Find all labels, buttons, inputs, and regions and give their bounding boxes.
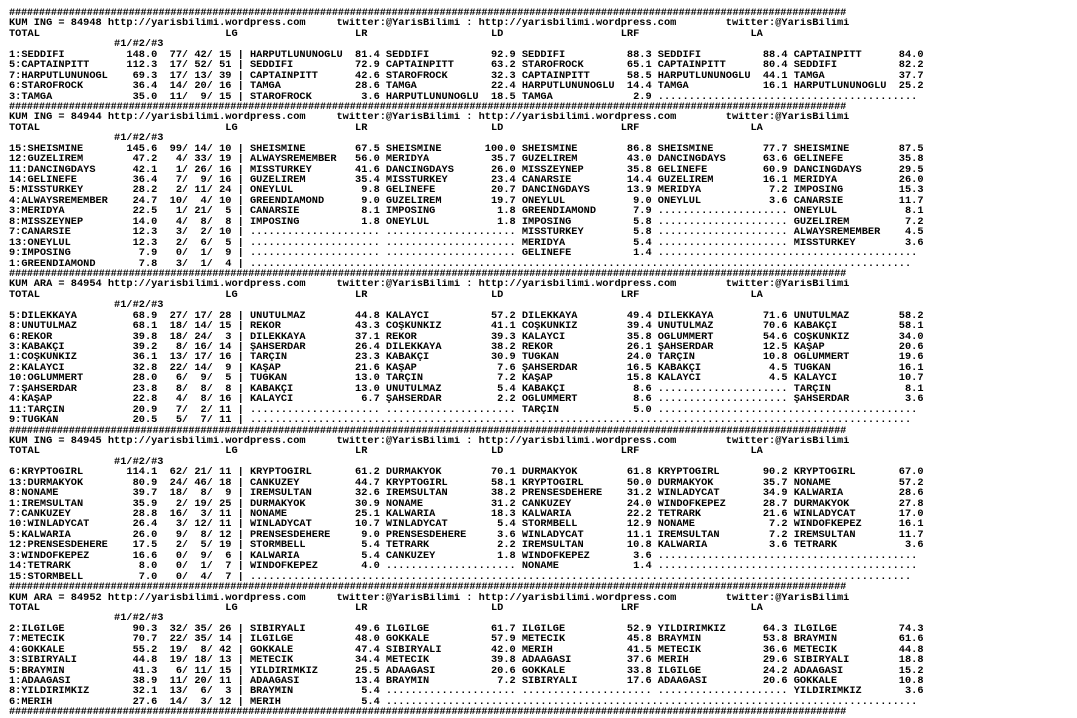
result-row: 6:KRYPTOGIRL 114.1 62/ 21/ 11 | KRYPTOGIRL 61.2 DURMAKYOK 70.1 DURMAKYOK 61.8 KRYPTOGIRL 90.2 KRYPTOGIRL 67.0 bbox=[9, 467, 924, 478]
sub-header: #1/#2/#3 bbox=[9, 456, 164, 468]
result-row: 7:ŞAHSERDAR 23.8 8/ 8/ 8 | KABAKÇI 13.0 UNUTULMAZ 5.4 KABAKÇI 8.6 ..................... TARÇIN 8.1 bbox=[9, 383, 924, 395]
column-headers: TOTAL LG LR LD LRF LA bbox=[9, 289, 763, 301]
result-row: 12:PRENSESDEHERE 17.5 2/ 5/ 19 | STORMBELL 5.4 TETRARK 2.2 İREMSULTAN 10.8 KALWARIA 3.6 TETRARK 3.6 bbox=[9, 540, 924, 551]
result-row: 6:REKOR 39.8 18/ 24/ 3 | DİLEKKAYA 37.1 REKOR 39.3 KALAYCI 35.8 OĞLUMMERT 54.6 COŞKUNKIZ 34.0 bbox=[9, 331, 924, 342]
result-row: 4:ALWAYSREMEMBER 24.7 10/ 4/ 10 | GREENDIAMOND 9.0 GÜZELİREM 19.7 ONEYLÜL 9.0 ONEYLÜL 3.6 CANARSIE 11.7 bbox=[9, 195, 924, 207]
result-row: 1:ADAAĞASI 38.9 11/ 20/ 11 | ADAAĞASI 13.4 BRAYMIN 7.2 SİBİRYALI 17.6 ADAAĞASI 20.6 GÖKKALE 10.8 bbox=[9, 676, 924, 687]
result-row: 15:SHEISMINE 145.6 99/ 14/ 10 | SHEISMINE 67.5 SHEISMINE 100.0 SHEISMINE 86.8 SHEISMINE 77.7 SHEISMINE 87.5 bbox=[9, 143, 924, 155]
result-row: 3:MERIDYA 22.5 1/ 21/ 5 | CANARSIE 8.1 IMPOSING 1.8 GREENDIAMOND 7.9 ..................... ONEYLÜL 8.1 bbox=[9, 206, 924, 217]
result-row: 8:MISSZEYNEP 14.0 4/ 8/ 8 | IMPOSING 1.8 ONEYLÜL 1.8 IMPOSING 5.8 ..................... GÜZELİREM 7.2 bbox=[9, 216, 924, 228]
result-row: 5:CAPTAINPITT 112.3 17/ 52/ 51 | SEDDIFI 72.9 CAPTAINPITT 63.2 STAROFROCK 65.1 CAPTAINPITT 80.4 SEDDIFI 82.2 bbox=[9, 60, 924, 71]
result-row: 7:CANKUZEY 28.8 16/ 3/ 11 | NONAME 25.1 KALWARIA 18.3 KALWARIA 22.2 TETRARK 21.6 WINLADYCAT 17.0 bbox=[9, 509, 924, 520]
separator-line: ############################################################################################################################################ bbox=[9, 425, 847, 436]
separator-line: ############################################################################################################################################ bbox=[9, 101, 847, 113]
result-row: 8:YILDIRIMKIZ 32.1 13/ 6/ 3 | BRAYMIN 5.4 ..................... ..................... ..................... YILDIRIMKIZ 3.6 bbox=[9, 686, 924, 697]
result-row: 5:KALWARIA 26.0 9/ 8/ 12 | PRENSESDEHERE 9.0 PRENSESDEHERE 3.6 WINLADYCAT 11.1 İREMSULTAN 7.2 İREMSULTAN 11.7 bbox=[9, 529, 924, 541]
sub-header: #1/#2/#3 bbox=[9, 613, 164, 624]
result-row: 5:MISSTURKEY 28.2 2/ 11/ 24 | ONEYLÜL 9.8 GELİNEFE 20.7 DANCINGDAYS 13.9 MERIDYA 7.2 IMPOSING 15.3 bbox=[9, 185, 924, 196]
result-row: 2:İLGİLGE 90.3 32/ 35/ 26 | SİBİRYALI 49.6 İLGİLGE 61.7 İLGİLGE 52.9 YILDIRIMKIZ 64.3 İLGİLGE 74.3 bbox=[9, 623, 924, 635]
section-header: KUM ING = 84948 http://yarisbilimi.wordpress.com twitter:@YarisBilimi : http://yarisbilimi.wordpress.com twitter:@YarisBilimi bbox=[9, 18, 850, 29]
column-headers: TOTAL LG LR LD LRF LA bbox=[9, 28, 763, 40]
result-row: 10:WINLADYCAT 26.4 3/ 12/ 11 | WINLADYCAT 10.7 WINLADYCAT 5.4 STORMBELL 12.9 NONAME 7.2 WINDOFKEPEZ 16.1 bbox=[9, 519, 924, 530]
separator-line: ############################################################################################################################################ bbox=[9, 582, 847, 593]
result-row: 11:DANCINGDAYS 42.1 1/ 26/ 16 | MISSTURKEY 41.6 DANCINGDAYS 26.0 MISSZEYNEP 35.8 GELİNEFE 60.9 DANCINGDAYS 29.5 bbox=[9, 164, 924, 175]
result-row: 3:KABAKÇI 39.2 8/ 16/ 14 | ŞAHSERDAR 26.4 DİLEKKAYA 38.2 REKOR 26.1 ŞAHSERDAR 12.5 KAŞAP 20.6 bbox=[9, 342, 924, 353]
result-row: 14:GELİNEFE 36.4 7/ 9/ 16 | GÜZELİREM 35.4 MISSTURKEY 23.4 CANARSIE 14.4 GÜZELİREM 16.1 MERIDYA 26.0 bbox=[9, 175, 924, 186]
result-row: 1:İREMSULTAN 35.9 2/ 19/ 25 | DURMAKYOK 30.9 NONAME 31.2 CANKUZEY 24.0 WINDOFKEPEZ 28.7 DURMAKYOK 27.8 bbox=[9, 498, 924, 509]
column-headers: TOTAL LG LR LD LRF LA bbox=[9, 122, 763, 134]
result-row: 1:COŞKUNKIZ 36.1 13/ 17/ 16 | TARÇIN 23.3 KABAKÇI 30.9 TUĞKAN 24.0 TARÇIN 10.8 OĞLUMMERT 19.6 bbox=[9, 352, 924, 363]
section-header: KUM ING = 84944 http://yarisbilimi.wordpress.com twitter:@YarisBilimi : http://yarisbilimi.wordpress.com twitter:@YarisBilimi bbox=[9, 112, 850, 123]
result-row: 1:SEDDIFI 148.0 77/ 42/ 15 | HARPUTLUNUNOĞLU 81.4 SEDDIFI 92.9 SEDDIFI 88.3 SEDDIFI 88.4 CAPTAINPITT 84.0 bbox=[9, 49, 924, 61]
result-row: 3:WINDOFKEPEZ 16.6 0/ 9/ 6 | KALWARIA 5.4 CANKUZEY 1.8 WINDOFKEPEZ 3.6 .......................................... bbox=[9, 550, 918, 562]
result-row: 1:GREENDIAMOND 7.8 3/ 1/ 4 | ........................................................................................................... bbox=[9, 258, 912, 269]
sub-header: #1/#2/#3 bbox=[9, 39, 164, 50]
separator-line: ############################################################################################################################################ bbox=[9, 268, 847, 280]
result-row: 5:DİLEKKAYA 68.9 27/ 17/ 28 | UNUTULMAZ 44.8 KALAYCI 57.2 DİLEKKAYA 49.4 DİLEKKAYA 71.6 UNUTULMAZ 58.2 bbox=[9, 310, 924, 322]
result-row: 4:KAŞAP 22.8 4/ 8/ 16 | KALAYCI 6.7 ŞAHSERDAR 2.2 OĞLUMMERT 8.6 ..................... ŞAHSERDAR 3.6 bbox=[9, 394, 924, 405]
column-headers: TOTAL LG LR LD LRF LA bbox=[9, 446, 763, 457]
sub-header: #1/#2/#3 bbox=[9, 300, 164, 311]
result-row: 13:DURMAKYOK 80.9 24/ 46/ 18 | CANKUZEY 44.7 KRYPTOGIRL 58.1 KRYPTOGIRL 50.0 DURMAKYOK 35.7 NONAME 57.2 bbox=[9, 477, 924, 489]
result-row: 10:OĞLUMMERT 28.0 6/ 9/ 5 | TUĞKAN 13.0 TARÇIN 7.2 KAŞAP 15.8 KALAYCI 4.5 KALAYCI 10.7 bbox=[9, 373, 924, 384]
result-row: 7:METECİK 70.7 22/ 35/ 14 | İLGİLGE 48.0 GÖKKALE 57.9 METECİK 45.8 BRAYMIN 53.8 BRAYMIN 61.6 bbox=[9, 634, 924, 645]
separator-line: ############################################################################################################################################ bbox=[9, 707, 847, 718]
section-header: KUM ING = 84945 http://yarisbilimi.wordpress.com twitter:@YarisBilimi : http://yarisbilimi.wordpress.com twitter:@YarisBilimi bbox=[9, 435, 850, 447]
result-row: 12:GÜZELİREM 47.2 4/ 33/ 19 | ALWAYSREMEMBER 56.0 MERIDYA 35.7 GÜZELİREM 43.0 DANCINGDAYS 63.6 GELİNEFE 35.8 bbox=[9, 154, 924, 165]
result-row: 11:TARÇIN 20.9 7/ 2/ 11 | ..................... ..................... TARÇIN 5.0 .......................................... bbox=[9, 404, 918, 416]
result-row: 5:BRAYMIN 41.3 6/ 11/ 15 | YILDIRIMKIZ 25.5 ADAAĞASI 20.6 GÖKKALE 33.8 İLGİLGE 24.2 ADAAĞASI 15.2 bbox=[9, 665, 924, 676]
separator-line: ############################################################################################################################################ bbox=[9, 8, 847, 19]
result-row: 9:IMPOSING 7.9 0/ 1/ 9 | ..................... ..................... GELİNEFE 1.4 .......................................... bbox=[9, 248, 918, 259]
result-row: 7:HARPUTLUNUNOĞL 69.3 17/ 13/ 39 | CAPTAINPITT 42.6 STAROFROCK 32.3 CAPTAINPITT 58.5 HARPUTLUNUNOĞLU 44.1 TAMGA 37.7 bbox=[9, 70, 924, 82]
sub-header: #1/#2/#3 bbox=[9, 133, 164, 144]
result-row: 8:UNUTULMAZ 68.1 18/ 14/ 15 | REKOR 43.3 COŞKUNKIZ 41.1 COŞKUNKIZ 39.4 UNUTULMAZ 70.6 KABAKÇI 58.1 bbox=[9, 321, 924, 332]
result-row: 3:TAMGA 35.0 11/ 9/ 15 | STAROFROCK 3.6 HARPUTLUNUNOĞLU 18.5 TAMGA 2.9 .......................................... bbox=[9, 91, 918, 102]
result-row: 6:MERİH 27.6 14/ 3/ 12 | MERİH 5.4 ...................................................................................... bbox=[9, 696, 918, 708]
result-row: 8:NONAME 39.7 18/ 8/ 9 | İREMSULTAN 32.6 İREMSULTAN 38.2 PRENSESDEHERE 31.2 WINLADYCAT 34.9 KALWARIA 28.6 bbox=[9, 488, 924, 499]
result-row: 7:CANARSIE 12.3 3/ 2/ 10 | ..................... ..................... MISSTURKEY 5.8 ..................... ALWAYSREMEMBER 4.5 bbox=[9, 227, 924, 238]
result-row: 4:GÖKKALE 55.2 19/ 8/ 42 | GÖKKALE 47.4 SİBİRYALI 42.0 MERİH 41.5 METECİK 36.6 METECİK 44.8 bbox=[9, 644, 924, 656]
result-row: 3:SİBİRYALI 44.8 19/ 18/ 13 | METECİK 34.4 METECİK 39.8 ADAAĞASI 37.6 MERİH 29.6 SİBİRYALI 18.8 bbox=[9, 655, 924, 666]
result-row: 6:STAROFROCK 36.4 14/ 20/ 16 | TAMGA 28.6 TAMGA 22.4 HARPUTLUNUNOĞLU 14.4 TAMGA 16.1 HARPUTLUNUNOĞLU 25.2 bbox=[9, 81, 924, 92]
column-headers: TOTAL LG LR LD LRF LA bbox=[9, 602, 763, 614]
result-row: 2:KALAYCI 32.8 22/ 14/ 9 | KAŞAP 21.6 KAŞAP 7.6 ŞAHSERDAR 16.5 KABAKÇI 4.5 TUĞKAN 16.1 bbox=[9, 362, 924, 374]
result-row: 13:ONEYLÜL 12.3 2/ 6/ 5 | ..................... ..................... MERIDYA 5.4 ..................... MISSTURKEY 3.6 bbox=[9, 237, 924, 249]
section-header: KUM ARA = 84954 http://yarisbilimi.wordpress.com twitter:@YarisBilimi : http://yarisbilimi.wordpress.com twitter:@YarisBilimi bbox=[9, 279, 850, 290]
result-row: 15:STORMBELL 7.0 0/ 4/ 7 | ........................................................................................................... bbox=[9, 571, 912, 583]
result-row: 9:TUĞKAN 20.5 5/ 7/ 11 | ........................................................................................................... bbox=[9, 415, 912, 426]
result-row: 14:TETRARK 8.0 0/ 1/ 7 | WINDOFKEPEZ 4.0 ..................... NONAME 1.4 .......................................... bbox=[9, 561, 918, 572]
section-header: KUM ARA = 84952 http://yarisbilimi.wordpress.com twitter:@YarisBilimi : http://yarisbilimi.wordpress.com twitter:@YarisBilimi bbox=[9, 592, 850, 603]
